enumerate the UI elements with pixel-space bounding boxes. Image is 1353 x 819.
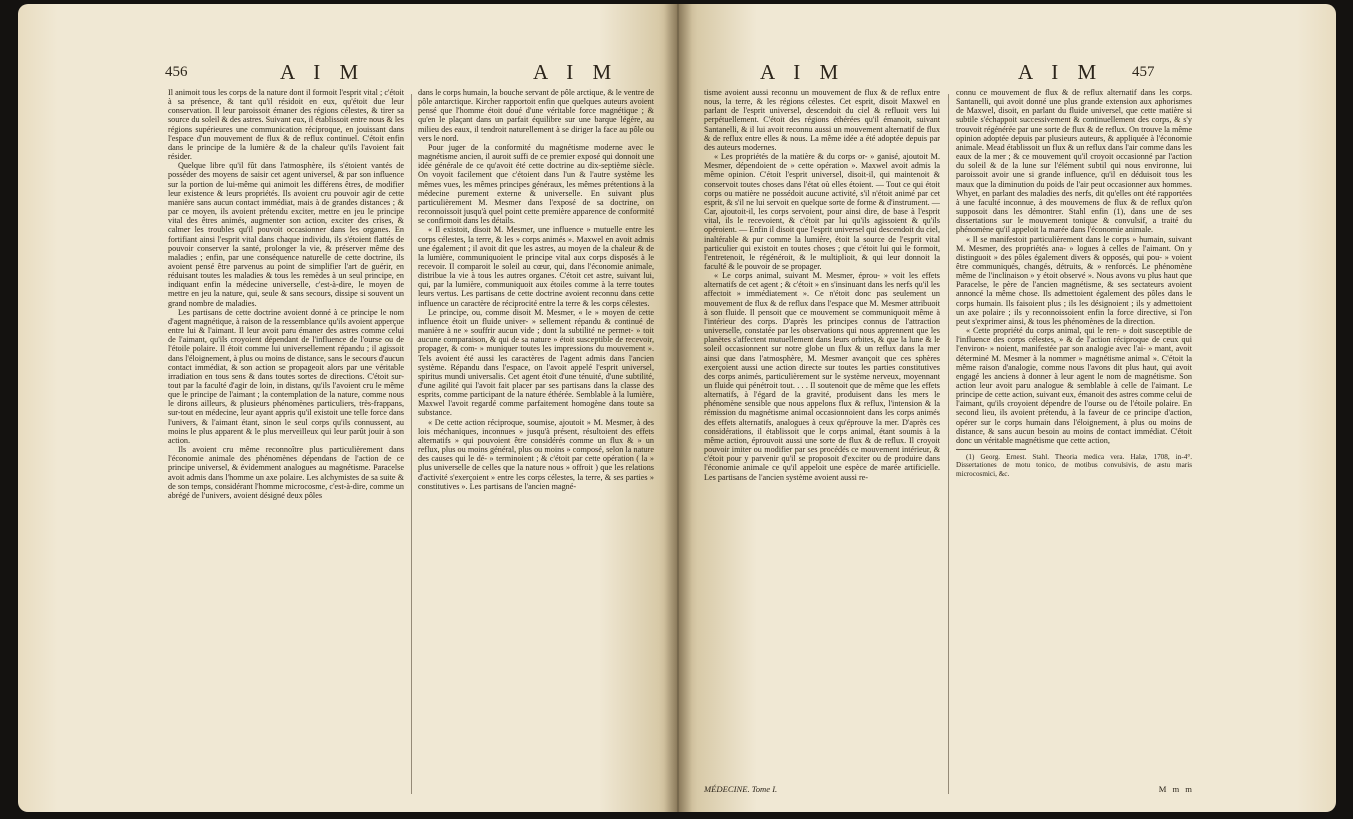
right-column-1 — [704, 88, 940, 800]
right-head-word-1: A I M — [760, 60, 846, 84]
book-gutter — [664, 4, 692, 812]
footnote: (1) Georg. Ernest. Stahl. Theoria medica vera. Halæ, 1708, in-4°. Dissertationes de motu tonico, de motibus convulsivis, de æstu maris microcosmici, &c. — [956, 453, 1192, 478]
paragraph: « Il existoit, disoit M. Mesmer, une influence » mutuelle entre les corps célestes, la terre, & les » corps animés ». Maxwel en avoit admis une également ; il avoit dit que les astres, au moyen de la chaleur & de la lumière, communiquoient le principe vital aux corps disposés à le recevoir. Il comparoit le soleil au cœur, qui, dans l'économie animale, distribue la vie à tous les autres organes. C'étoit cet astre, suivant lui, qui, par la lumière, communiquoit aux étoiles comme à la terre toutes leurs vertus. Les partisans de cette doctrine avoient reconnu dans cette influence un caractère de réciprocité entre la terre & les corps célestes. — [418, 225, 654, 308]
left-page — [18, 4, 678, 812]
paragraph: Ils avoient cru même reconnoître plus particulièrement dans l'économie animale des phénomènes dépendans de l'action de ce principe universel, & évidemment analogues au magnétisme. Paracelse avoit admis dans l'homme un axe polaire. Les alchymistes de sa suite & de son temps, considérant l'homme microcosme, c'est-à-dire, comme un abrégé de l'univers, avoient désigné deux pôles — [168, 445, 404, 500]
paragraph: Pour juger de la conformité du magnétisme moderne avec le magnétisme ancien, il auroit suffi de ce premier exposé qui donnoit une idée générale de ce qu'avoit été cette doctrine au dix-septième siècle. On voyoit facilement que c'étoient dans l'un & l'autre système les mêmes vues, les mêmes principes généraux, les mêmes prétentions à la médecine purement externe & universelle. En suivant plus particulièrement M. Mesmer dans l'exposé de sa doctrine, on reconnoissoit jusqu'à quel point cette première apparence de conformité se confirmoit dans les détails. — [418, 142, 654, 226]
left-head-word-1: A I M — [280, 60, 366, 84]
footnote-rule — [956, 449, 1026, 450]
right-page-number: 457 — [1132, 64, 1155, 80]
paragraph: « Cette propriété du corps animal, qui le ren- » doit susceptible de l'influence des corps célestes, » & de l'action réciproque de ceux qui l'environ- » noient, manifestée par son analogie avec l'ai- » mant, avoit déterminé M. Mesmer à la nommer » magnétisme animal ». C'étoit la même raison d'analogie, comme nous l'avons dit plus haut, qui avoit engagé les anciens à donner à leur agent le nom de magnétisme. Son action leur avoit paru analogue & semblable à celle de l'aimant. Le principe de cette action, suivant eux, émanoit des astres comme celui de l'aimant, qu'ils croyoient dépendre de l'ourse ou de l'étoile polaire. En second lieu, ils avoient prétendu, à la faveur de ce principe d'action, opérer sur le corps humain dans l'éloignement, à plus ou moins de distance, & sans aucun besoin au moins de contact immédiat. C'étoit donc un véritable magnétisme que cette action, — [956, 326, 1192, 445]
left-column-2 — [418, 88, 654, 800]
paragraph: « De cette action réciproque, soumise, ajoutoit » M. Mesmer, à des lois méchaniques, inconnues » jusqu'à présent, résultoient des effets alternatifs » qui pouvoient être considérés comme un flux & » un reflux, plus ou moins général, plus ou moins » composé, selon la nature des causes qui le dé- » terminoient ; & c'étoit par cette opération ( la » plus universelle de celles que la nature nous » offroit ) que les relations d'activité s'exerçoient » entre les corps célestes, la terre, & ses parties » constitutives ». Les partisans de l'ancien magné- — [418, 417, 654, 491]
paragraph: Quelque libre qu'il fût dans l'atmosphère, ils s'étoient vantés de posséder des moyens de saisir cet agent universel, & par son influence sur la portion de lui-même qui animoit les différens êtres, de modifier leur existence & leurs propriétés. Ils avoient cru pouvoir agir de cette manière sans aucun contact immédiat, mais à de grandes distances ; & par ce moyen, ils avoient prétendu exciter, mettre en jeu le principe vital des êtres animés, augmenter son action, exciter des crises, & calmer les troubles qu'il pouvoit occasionner dans les organes. En fortifiant ainsi l'esprit vital dans chaque individu, ils s'étoient flattés de pouvoir conserver la santé, prolonger la vie, & préserver même des maladies ; enfin, par une conséquence naturelle de cette doctrine, ils avoient pensé être parvenus au point de simplifier l'art de guérir, en réduisant toutes les maladies & tous les remèdes à un seul principe, en indiquant enfin la médecine universelle, c'est-à-dire, le moyen de mettre en jeu la nature, qui, seule & sans secours, dissipe si souvent un grand nombre de maladies. — [168, 161, 404, 308]
paragraph: Il animoit tous les corps de la nature dont il formoit l'esprit vital ; c'étoit à sa présence, & tant qu'il résidoit en eux, qu'étoit due leur conservation. Il leur paroissoit émaner des régions célestes, & tirer sa source du soleil & des astres. Suivant eux, il établissoit entre nous & les régions supérieures une communication réciproque, en jouissant dans l'espace d'un mouvement de flux & de reflux continuel. C'étoit enfin dans le principe de la lumière & de la chaleur qu'ils l'avoient fait résider. — [168, 88, 404, 162]
paragraph: tisme avoient aussi reconnu un mouvement de flux & de reflux entre nous, la terre, & les régions célestes. Cet esprit, disoit Maxwel en parlant de l'esprit universel, descendoit du ciel & refluoit vers lui perpétuellement. C'étoit des régions éthérées qu'il émanoit, suivant Santanelli, & il lui avoit reconnu aussi un mouvement alternatif de flux & de reflux entre elles & nous. La même idée a été adoptée depuis par des auteurs modernes. — [704, 88, 940, 152]
right-page — [678, 4, 1336, 812]
paragraph: « Les propriétés de la matière & du corps or- » ganisé, ajoutoit M. Mesmer, dépendoient de » cette opération ». Maxwel avoit admis la même opinion. C'étoit l'esprit universel, disoit-il, qui maintenoit & conservoit toutes choses dans l'état où elles étoient. — Tout ce qui étoit corps ou matière ne possédoit aucune activité, s'il n'étoit animé par cet esprit, & s'il ne lui servoit en quelque sorte de forme & d'instrument. — Car, ajoutoit-il, les corps servoient, pour ainsi dire, de base à l'esprit vital, ils le recevoient, & c'étoit par lui qu'ils agissoient & qu'ils opéroient. — Enfin il disoit que l'esprit universel qui descendoit du ciel, inaltérable & pur comme la lumière, étoit la source de l'esprit vital particulier qui existoit en toutes choses ; que c'étoit lui qui le formoit, l'entretenoit, le régénéroit, & le multiplioit, & qui leur donnoit la faculté & le pouvoir de se propager. — [704, 152, 940, 271]
paragraph: « Le corps animal, suivant M. Mesmer, éprou- » voit les effets alternatifs de cet agent ; & c'étoit » en s'insinuant dans les nerfs qu'il les affectoit » immédiatement ». Ce n'étoit donc pas seulement un mouvement de flux & de reflux dans l'espace que M. Mesmer attribuoit à son fluide. Il pensoit que ce mouvement se communiquoit même à l'intérieur des corps. D'après les principes connus de l'attraction universelle, constatée par les observations qui nous apprennent que les planètes s'affectent mutuellement dans leurs orbites, & que la lune & le soleil occasionnent sur notre globe un flux & un reflux dans la mer ainsi que dans l'atmosphère, M. Mesmer avançoit que ces sphères exerçoient aussi une action directe sur toutes les parties constitutives des corps animés, particulièrement sur le système nerveux, moyennant un fluide qui pénétroit tout. . . . Il soutenoit que de même que les effets alternatifs, à l'égard de la gravité, produisent dans les mers le phénomène sensible que nous appelons flux & reflux, l'intension & la rémission du magnétisme animal occasionnoient dans les corps animés des effets alternatifs, analogues à ceux qu'éprouve la mer. D'après ces considérations, il établissoit que le corps animal, étant soumis à la même action, éprouvoit aussi une sorte de flux & de reflux. Il croyoit pouvoir imiter ou modifier par ses procédés ce mouvement intérieur, & c'étoit pour y parvenir qu'il se proposoit d'exciter ou de produire dans l'économie animale ce qu'il appeloit une espèce de marée artificielle. Les partisans de l'ancien système avoient aussi re- — [704, 271, 940, 482]
paragraph: dans le corps humain, la bouche servant de pôle arctique, & le ventre de pôle antarctique. Kircher rapportoit enfin que quelques auteurs avoient pensé que l'homme étoit doué d'une véritable force magnétique ; & qu'en le plaçant dans un parfait équilibre sur une barque légère, au milieu des eaux, il tendroit naturellement à se diriger la face au pôle ou vers le nord. — [418, 88, 654, 143]
right-head-word-2: A I M — [1018, 60, 1104, 84]
left-column-1 — [168, 88, 404, 800]
left-running-head — [18, 60, 678, 86]
left-column-rule — [411, 94, 412, 794]
paragraph: « Il se manifestoit particulièrement dans le corps » humain, suivant M. Mesmer, des propriétés ana- » logues à celles de l'aimant. On y distinguoit » des pôles également divers & opposés, qui pou- » voient être communiqués, changés, détruits, & » renforcés. Le phénomène même de l'inclinaison » y étoit observé ». Nous avons vu plus haut que Paracelse, le père de l'ancien magnétisme, & ses sectateurs avoient annoncé la même chose. Ils admettoient également des pôles dans le corps humain. Ils faisoient plus ; ils les désignoient ; ils y admettoient un axe polaire ; ils y reconnoissoient enfin la force directive, si l'on peut s'exprimer ainsi, & tous les phénomènes de la direction. — [956, 234, 1192, 326]
right-column-2-text — [956, 88, 1192, 445]
footer-signature-mark: M m m — [1158, 784, 1194, 794]
page-footer — [704, 784, 1194, 794]
right-column-2 — [956, 88, 1192, 800]
open-book-spread — [18, 4, 1336, 812]
left-page-number: 456 — [165, 64, 188, 80]
footer-signature: MÉDECINE. Tome I. — [704, 784, 778, 794]
right-running-head — [678, 60, 1336, 86]
paragraph: Les partisans de cette doctrine avoient donné à ce principe le nom d'agent magnétique, à raison de la ressemblance qu'ils avoient apperçue entre lui & l'aimant. Il leur avoit paru émaner des astres comme celui de l'aimant, qu'ils croyoient dépendant de l'influence de l'ourse ou de l'étoile polaire. Il étoit comme lui universellement répandu ; il agissoit dans l'éloignement, à plus ou moins de distance, sans le secours d'aucun contact immédiat, & son action se propageoit alors par une véritable irradiation en tous sens & dans toutes sortes de directions. C'étoit sur-tout par la faculté d'agir de loin, in distans, qu'ils l'avoient cru le même que le principe de l'aimant ; la contemplation de la nature, comme nous le dirons ailleurs, & plusieurs phénomènes particuliers, très-frappans, sur-tout en médecine, leur ayant appris qu'il existoit une telle force dans l'univers, & l'aimant étant, sinon le seul corps qu'ils connussent, au moins le plus apparent & le plus merveilleux qui leur parût jouir à son action. — [168, 307, 404, 445]
left-head-word-2: A I M — [533, 60, 619, 84]
paragraph: Le principe, ou, comme disoit M. Mesmer, « le » moyen de cette influence étoit un fluide univer- » sellement répandu & continué de manière à ne » souffrir aucun vide ; dont la subtilité ne permet- » toit aucune comparaison, & qui de sa nature » étoit susceptible de recevoir, propager, & com- » muniquer toutes les impressions du mouvement ». Tels avoient été aussi les caractères de l'agent admis dans l'ancien système. Répandu dans l'espace, on l'avoit appelé l'esprit universel, spiritus mundi universalis. Cet agent étoit d'une ténuité, d'une subtilité, d'une agilité qui l'avoit fait placer par ses partisans dans la classe des esprits, comme participant de la nature éthérée. Semblable à la lumière, Maxwel l'avoit regardé comme parfaitement homogène dans toute sa substance. — [418, 307, 654, 418]
paragraph: connu ce mouvement de flux & de reflux alternatif dans les corps. Santanelli, qui avoit donné une plus grande extension aux aphorismes de Maxwel, disoit, en parlant du fluide universel, que cette matière si subtile s'échappoit successivement & continuellement des corps, & s'y trouvoit régénérée par une sorte de flux & de reflux. On trouve la même opinion adoptée depuis par plusieurs auteurs, & appliquée à l'économie animale. Mead établissoit un flux & un reflux dans l'air comme dans les eaux de la mer ; & ce mouvement qu'il croyoit occasionné par l'action du soleil & de la lune sur l'élément subtil qui nous environne, lui paroissoit avoir une si grande influence, qu'il en déduisoit tous les maux que la diminution du poids de l'air peut occasionner aux hommes. Whyet, en parlant des maladies des nerfs, dit qu'elles ont été rapportées à une faculté inconnue, à des mouvemens de flux & de reflux qu'on supposoit dans les démontrer. Stahl enfin (1), dans une de ses dissertations sur le mouvement tonique & convulsif, a traité du phénomène qu'il appeloit la marée dans l'économie animale. — [956, 88, 1192, 235]
right-column-rule — [948, 94, 949, 794]
